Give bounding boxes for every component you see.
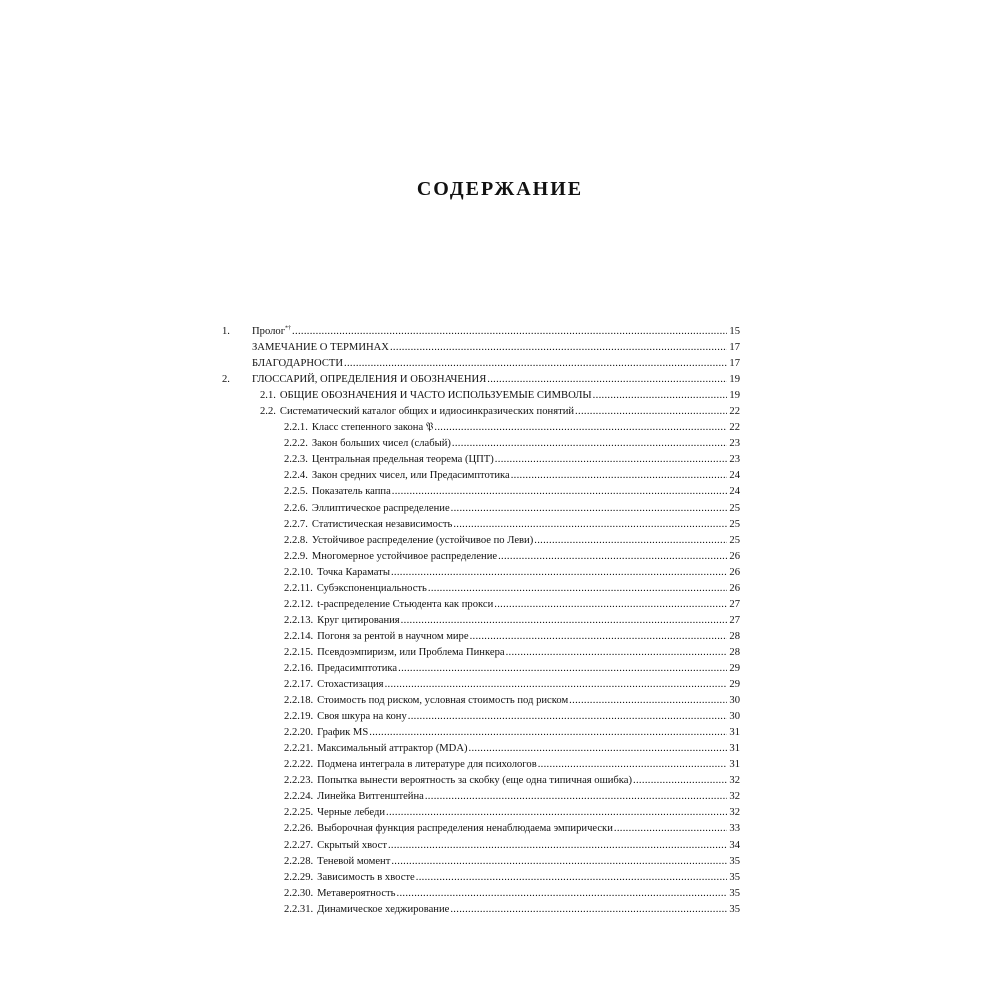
dot-leader [408, 709, 727, 725]
toc-entry-title: Зависимость в хвосте [317, 871, 415, 883]
table-of-contents [222, 324, 740, 918]
toc-entry-title: БЛАГОДАРНОСТИ [252, 358, 344, 370]
toc-entry-title: t-распределение Стьюдента как прокси [317, 598, 494, 610]
toc-entry-number: 2.2.16. [284, 662, 314, 674]
dot-leader [487, 372, 727, 388]
dot-leader [398, 661, 727, 677]
toc-entry-number: 2.2.19. [284, 711, 314, 723]
dot-leader [392, 484, 727, 500]
toc-entry[interactable] [222, 725, 740, 741]
toc-entry-page-number: 30 [729, 695, 740, 707]
toc-entry-title: Многомерное устойчивое распределение [311, 550, 498, 562]
toc-entry-number: 2.2.8. [284, 534, 308, 546]
dot-leader [386, 805, 727, 821]
toc-entry-number: 2.2.14. [284, 630, 314, 642]
toc-entry-number: 2.2.2. [284, 438, 308, 450]
dot-leader [469, 741, 728, 757]
dot-leader [633, 773, 727, 789]
toc-entry-number: 2.2.6. [284, 502, 308, 514]
toc-entry-page-number: 31 [729, 727, 740, 739]
toc-entry[interactable] [222, 597, 740, 613]
toc-entry-page-number: 35 [729, 871, 740, 883]
dot-leader [534, 533, 727, 549]
toc-entry-page-number: 30 [729, 711, 740, 723]
toc-entry-title: Круг цитирования [317, 614, 400, 626]
toc-entry-title: Псевдоэмпиризм, или Проблема Пинкера [317, 646, 505, 658]
toc-entry-title: Устойчивое распределение (устойчивое по Леви) [311, 534, 534, 546]
toc-entry-number: 2.2.5. [284, 486, 308, 498]
toc-entry-number: 2.2.25. [284, 807, 314, 819]
dot-leader [292, 324, 727, 340]
toc-entry-number: 2.2.31. [284, 903, 314, 915]
toc-entry-page-number: 31 [729, 759, 740, 771]
toc-entry[interactable] [222, 388, 740, 404]
dot-leader [450, 902, 727, 918]
toc-entry-number: 2.2.12. [284, 598, 314, 610]
toc-entry-page-number: 27 [729, 598, 740, 610]
dot-leader [506, 645, 727, 661]
toc-entry-page-number: 17 [729, 358, 740, 370]
toc-entry-page-number: 22 [729, 422, 740, 434]
toc-entry-title: Систематический каталог общих и идиосинкразических понятий [279, 406, 575, 418]
toc-entry-page-number: 19 [729, 390, 740, 402]
dot-leader [369, 725, 727, 741]
dot-leader [385, 677, 727, 693]
toc-entry-title: Субэкспоненциальность [316, 582, 427, 594]
toc-entry-number: 2.2.27. [284, 839, 314, 851]
toc-entry-number: 2.2.11. [284, 582, 313, 594]
dot-leader [569, 693, 727, 709]
toc-entry[interactable] [222, 404, 740, 420]
toc-entry-number: 2.2.4. [284, 470, 308, 482]
toc-entry-title: Метавероятность [317, 887, 396, 899]
toc-entry-title: Эллиптическое распределение [311, 502, 450, 514]
toc-entry-page-number: 35 [729, 855, 740, 867]
toc-entry-title: Своя шкура на кону [317, 711, 407, 723]
toc-entry[interactable] [222, 870, 740, 886]
dot-leader [390, 340, 727, 356]
toc-entry-page-number: 25 [729, 534, 740, 546]
toc-entry-page-number: 26 [729, 550, 740, 562]
toc-entry-title: Центральная предельная теорема (ЦПТ) [311, 454, 494, 466]
toc-entry[interactable] [222, 677, 740, 693]
dot-leader [511, 468, 727, 484]
dot-leader [498, 549, 727, 565]
toc-entry-title: Точка Караматы [317, 566, 390, 578]
toc-entry-title: Закон больших чисел (слабый) [311, 438, 451, 450]
toc-entry-number: 2.2.23. [284, 775, 314, 787]
toc-entry[interactable] [222, 517, 740, 533]
toc-entry-page-number: 29 [729, 679, 740, 691]
toc-entry-title: Скрытый хвост [317, 839, 387, 851]
toc-entry[interactable] [222, 420, 740, 436]
toc-entry[interactable] [222, 661, 740, 677]
toc-entry-page-number: 24 [729, 470, 740, 482]
toc-entry-number: 2.2.30. [284, 887, 314, 899]
toc-entry-page-number: 35 [729, 887, 740, 899]
toc-entry[interactable] [222, 773, 740, 789]
toc-entry-title: Погоня за рентой в научном мире [317, 630, 469, 642]
toc-entry-title: Стохастизация [317, 679, 384, 691]
toc-entry-title: Максимальный аттрактор (MDA) [317, 743, 468, 755]
toc-entry-page-number: 25 [729, 502, 740, 514]
toc-entry-number: 2.2.28. [284, 855, 314, 867]
toc-entry[interactable] [222, 565, 740, 581]
toc-entry-number: 2.2. [260, 406, 276, 418]
toc-entry[interactable] [222, 468, 740, 484]
dot-leader [452, 436, 727, 452]
dot-leader [575, 404, 727, 420]
toc-entry-number: 2.2.21. [284, 743, 314, 755]
toc-entry-page-number: 24 [729, 486, 740, 498]
toc-entry-number: 1. [222, 326, 230, 337]
dot-leader [388, 838, 727, 854]
toc-entry-title: Выборочная функция распределения ненаблюдаема эмпирически [317, 823, 613, 835]
toc-entry-page-number: 25 [729, 518, 740, 530]
toc-entry[interactable] [222, 757, 740, 773]
dot-leader [391, 565, 727, 581]
toc-entry[interactable] [222, 805, 740, 821]
toc-entry-title: Динамическое хеджирование [317, 903, 450, 915]
toc-entry-number: 2.2.7. [284, 518, 308, 530]
toc-entry-page-number: 28 [729, 646, 740, 658]
toc-entry-number: 2.2.20. [284, 727, 314, 739]
dot-leader [470, 629, 727, 645]
toc-entry[interactable] [222, 581, 740, 597]
dot-leader [434, 420, 727, 436]
toc-entry-title: Линейка Витгенштейна [317, 791, 424, 803]
toc-entry[interactable] [222, 645, 740, 661]
toc-entry[interactable] [222, 372, 740, 388]
toc-entry-number: 2.2.15. [284, 646, 314, 658]
toc-entry-page-number: 23 [729, 454, 740, 466]
toc-entry-page-number: 15 [729, 326, 740, 337]
toc-entry-title: Теневой момент [317, 855, 391, 867]
toc-entry-page-number: 19 [729, 374, 740, 386]
dot-leader [495, 452, 727, 468]
toc-entry[interactable] [222, 629, 740, 645]
dot-leader [494, 597, 727, 613]
toc-entry[interactable] [222, 821, 740, 837]
toc-entry-title: График MS [317, 727, 369, 739]
toc-entry-number: 2.2.10. [284, 566, 314, 578]
dot-leader [425, 789, 727, 805]
dot-leader [416, 870, 727, 886]
toc-entry[interactable] [222, 838, 740, 854]
toc-entry-title: Стоимость под риском, условная стоимость под риском [317, 695, 569, 707]
toc-entry-title: Попытка вынести вероятность за скобку (еще одна типичная ошибка) [317, 775, 633, 787]
toc-entry-title: Показатель каппа [311, 486, 391, 498]
toc-entry-page-number: 34 [729, 839, 740, 851]
toc-entry-number: 2. [222, 374, 230, 386]
toc-entry[interactable] [222, 340, 740, 356]
toc-entry-title: Закон средних чисел, или Предасимптотика [311, 470, 510, 482]
toc-entry-page-number: 22 [729, 406, 740, 418]
toc-entry-title: Черные лебеди [317, 807, 386, 819]
toc-entry-page-number: 31 [729, 743, 740, 755]
toc-entry-page-number: 26 [729, 566, 740, 578]
toc-entry-number: 2.2.13. [284, 614, 314, 626]
page-title: СОДЕРЖАНИЕ [416, 178, 584, 200]
toc-entry[interactable] [222, 452, 740, 468]
toc-entry[interactable] [222, 886, 740, 902]
toc-entry[interactable] [222, 356, 740, 372]
dot-leader [344, 356, 727, 372]
dot-leader [538, 757, 727, 773]
footnote-marker: *† [285, 325, 292, 332]
toc-entry-title: Статистическая независимость [311, 518, 453, 530]
toc-entry-page-number: 35 [729, 903, 740, 915]
toc-entry-page-number: 26 [729, 582, 740, 594]
toc-entry-page-number: 27 [729, 614, 740, 626]
dot-leader [428, 581, 727, 597]
toc-entry-title: Предасимптотика [317, 662, 398, 674]
dot-leader [451, 501, 727, 517]
toc-entry[interactable] [222, 854, 740, 870]
dot-leader [614, 821, 727, 837]
dot-leader [401, 613, 727, 629]
toc-entry-number: 2.2.9. [284, 550, 308, 562]
toc-entry[interactable] [222, 741, 740, 757]
toc-entry-number: 2.1. [260, 390, 276, 402]
toc-entry[interactable] [222, 613, 740, 629]
toc-entry-title: Подмена интеграла в литературе для психологов [317, 759, 537, 771]
toc-entry-number: 2.2.26. [284, 823, 314, 835]
toc-entry-number: 2.2.1. [284, 422, 308, 434]
toc-entry[interactable] [222, 709, 740, 725]
toc-entry-title: Пролог*† [252, 325, 292, 337]
toc-entry-page-number: 17 [729, 342, 740, 354]
toc-entry-number: 2.2.3. [284, 454, 308, 466]
toc-entry[interactable] [222, 902, 740, 918]
dot-leader [391, 854, 727, 870]
dot-leader [593, 388, 727, 404]
toc-entry-number: 2.2.22. [284, 759, 314, 771]
toc-entry-title: ГЛОССАРИЙ, ОПРЕДЕЛЕНИЯ И ОБОЗНАЧЕНИЯ [252, 374, 487, 386]
toc-entry[interactable] [222, 693, 740, 709]
toc-entry-page-number: 29 [729, 662, 740, 674]
toc-entry[interactable] [222, 501, 740, 517]
toc-entry-title: ОБЩИЕ ОБОЗНАЧЕНИЯ И ЧАСТО ИСПОЛЬЗУЕМЫЕ СИМВОЛЫ [279, 390, 592, 402]
toc-entry[interactable] [222, 549, 740, 565]
toc-entry-number: 2.2.17. [284, 679, 314, 691]
toc-entry-number: 2.2.24. [284, 791, 314, 803]
toc-entry-page-number: 33 [729, 823, 740, 835]
toc-entry-page-number: 32 [729, 807, 740, 819]
toc-entry-page-number: 23 [729, 438, 740, 450]
dot-leader [397, 886, 727, 902]
dot-leader [453, 517, 727, 533]
toc-entry-number: 2.2.29. [284, 871, 314, 883]
toc-entry[interactable] [222, 533, 740, 549]
toc-entry-page-number: 32 [729, 791, 740, 803]
toc-entry-title: Класс степенного закона 𝔓 [311, 422, 434, 434]
toc-entry[interactable] [222, 484, 740, 500]
toc-entry[interactable] [222, 789, 740, 805]
toc-entry[interactable] [222, 436, 740, 452]
toc-entry-title: ЗАМЕЧАНИЕ О ТЕРМИНАХ [252, 342, 389, 354]
toc-entry-page-number: 28 [729, 630, 740, 642]
toc-entry-page-number: 32 [729, 775, 740, 787]
toc-entry-number: 2.2.18. [284, 695, 314, 707]
toc-entry[interactable] [222, 324, 740, 340]
